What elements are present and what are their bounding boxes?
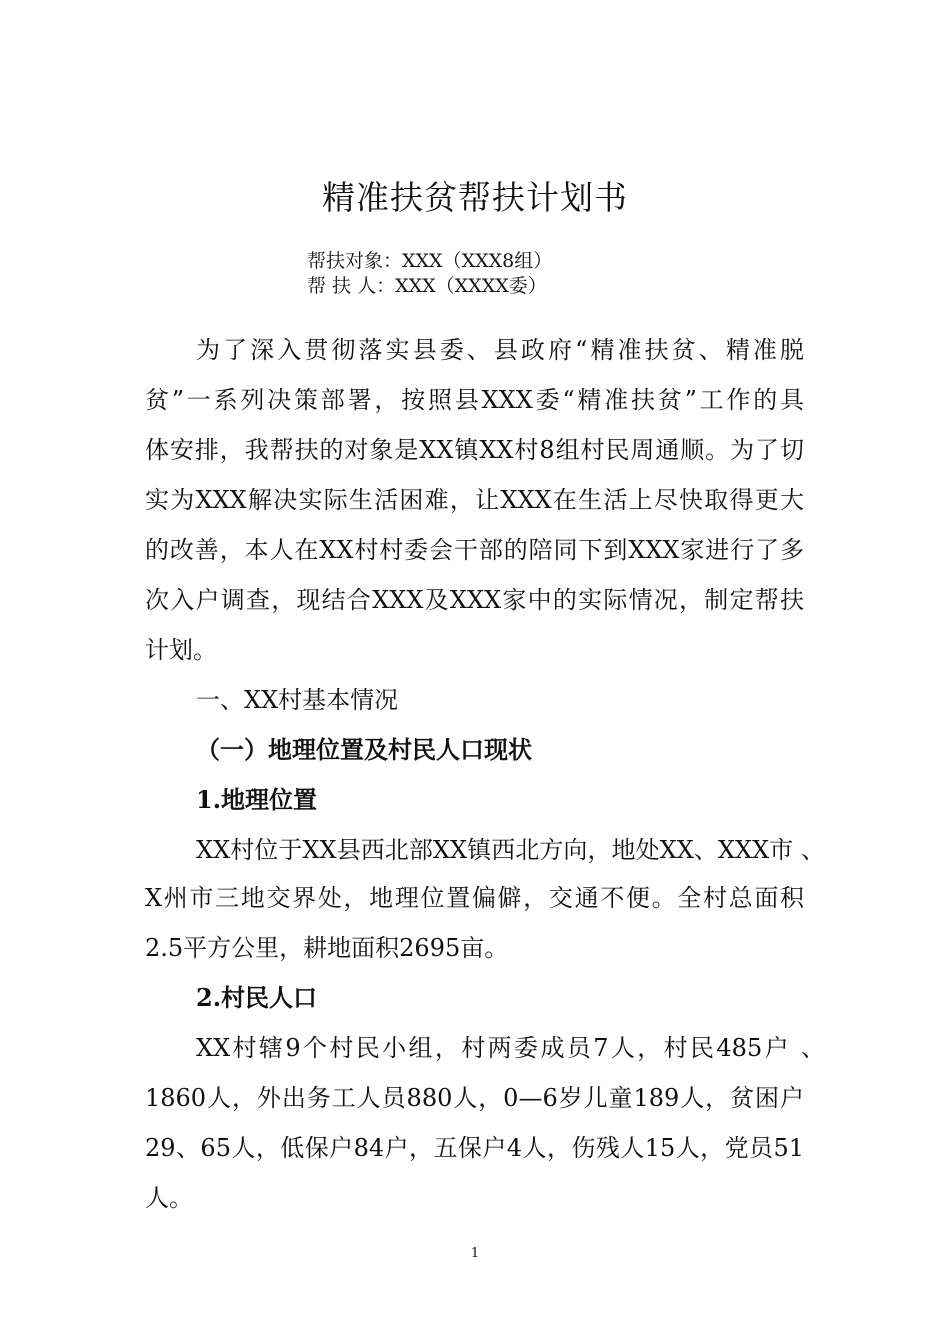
item-line: X州市三地交界处，地理位置偏僻，交通不便。全村总面积 [145,884,804,912]
subsection-heading: （一）地理位置及村民人口现状 [196,735,532,764]
supporter-line: 帮 扶 人：XXX（XXXX委） [307,275,547,297]
item-heading: 1.地理位置 [196,785,318,814]
intro-line: 为了深入贯彻落实县委、县政府“精准扶贫、精准脱 [196,336,804,364]
item-line: 1860人，外出务工人员880人，0—6岁儿童189人，贫困户 [145,1084,804,1112]
intro-line: 实为XXX解决实际生活困难，让XXX在生活上尽快取得更大 [145,486,804,514]
item-line: 2.5平方公里，耕地面积2695亩。 [145,934,509,962]
intro-line: 的改善，本人在XX村村委会干部的陪同下到XXX家进行了多 [145,536,804,564]
document-title: 精准扶贫帮扶计划书 [322,178,628,217]
intro-line: 次入户调查，现结合XXX及XXX家中的实际情况，制定帮扶 [145,586,804,614]
item-line: XX村位于XX县西北部XX镇西北方向，地处XX、XXX市 、 [196,836,825,864]
intro-line: 计划。 [145,636,217,664]
item-line: XX村辖9个村民小组，村两委成员7人，村民485户 、 [196,1034,825,1062]
page-number: 1 [470,1246,480,1261]
support-target-line: 帮扶对象：XXX（XXX8组） [307,250,553,272]
item-heading: 2.村民人口 [196,983,318,1012]
section-heading: 一、XX村基本情况 [196,686,399,714]
intro-line: 贫”一系列决策部署，按照县XXX委“精准扶贫”工作的具 [145,386,804,414]
item-line: 29、65人，低保户84户，五保户4人，伤残人15人，党员51 [145,1134,804,1162]
intro-line: 体安排，我帮扶的对象是XX镇XX村8组村民周通顺。为了切 [145,436,804,464]
item-line: 人。 [145,1184,193,1212]
